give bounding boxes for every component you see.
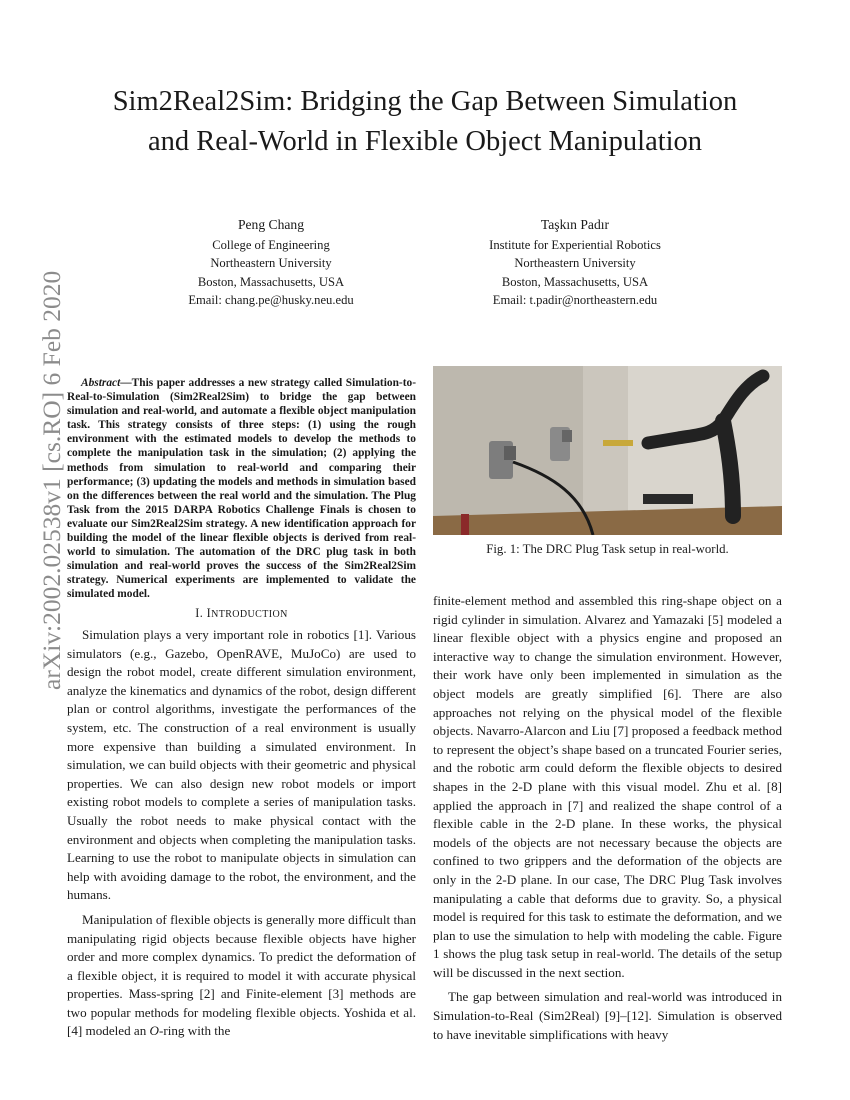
paper-title: Sim2Real2Sim: Bridging the Gap Between Simulation and Real-World in Flexible Object Manipulation: [112, 86, 738, 157]
intro-paragraph-2: [67, 911, 416, 1041]
camera-mount: [643, 494, 693, 504]
robot-photo-illustration: [433, 366, 782, 535]
gripper: [603, 440, 633, 446]
author-block-1: [141, 216, 401, 309]
author-name: Peng Chang: [237, 217, 305, 232]
section-heading: I. INTRODUCTION: [195, 606, 288, 620]
author-name: Taşkın Padır: [540, 217, 610, 232]
intro-paragraph-2-end: -ring with the: [159, 1023, 231, 1039]
figure-caption: Fig. 1: The DRC Plug Task setup in real-world.: [486, 542, 729, 556]
abstract-text: —This paper addresses a new strategy called Simulation-to-Real-to-Simulation (Sim2Real2Sim) to bridge the gap between simulation and real-world, and automate a flexible object manipulation task. This strategy consists of three steps: (1) using the rough environment with the estimated models to develop the methods to complete the manipulation task in the simulation; (2) applying the methods from simulation to real-world and comparing their performance; (3) updating the models and methods in simulation based on the differences between the real world and the simulation. The Plug Task from the 2015 DARPA Robotics Challenge Finals is chosen to evaluate our Sim2Real2Sim strategy. A new identification approach for building the model of the linear flexible objects is derived from real-world to simulation. The automation of the DRC plug task in both simulation and real-world proves the success of the Sim2Real2Sim strategy. Numerical experiments are implemented to validate the simulated model.: [67, 377, 416, 601]
author-university: Northeastern University: [514, 256, 636, 271]
right-paragraph-1: finite-element method and assembled this ring-shape object on a rigid cylinder in simulation. Alvarez and Yamazaki [5] modeled a linear flexible object with a physics engine and proposed an interactive way to change the simulation environment. However, their work have only been implemented in simulation as the object models are greatly simplified [6]. There are also approaches not relying on the physical model of the flexible objects. Navarro-Alarcon and Liu [7] proposed a feedback method to represent the object’s shape based on a truncated Fourier series, and the robotic arm could deform the flexible objects to desired shapes in the 2-D plane with this visual model. Zhu et al. [8] applied the approach in [7] and realized the shape control of a flexible cable in the 2-D plane. In these works, the physical models of the objects are not necessary because the objects are confined to two grippers and the deformation of the objects are only in the 2-D plane. In our case, The DRC Plug Task involves manipulating a cable that deforms due to gravity. So, a physical model is required for this task to estimate the deformation, and we plan to use the simulation to help with modeling the cable. Figure 1 shows the plug task setup in real-world. The details of the setup will be discussed in the next section.: [433, 593, 782, 980]
plug-socket-2: [562, 430, 572, 442]
figure-drc-plug-task: [433, 366, 782, 535]
author-university: Northeastern University: [210, 256, 332, 271]
abstract: [67, 376, 416, 602]
author-email: Email: t.padir@northeastern.edu: [492, 292, 658, 307]
author-block-2: [445, 216, 705, 309]
plug-socket-1: [504, 446, 516, 460]
arxiv-watermark: arXiv:2002.02538v1 [cs.RO] 6 Feb 2020: [37, 270, 66, 690]
right-paragraph-2: The gap between simulation and real-world was introduced in Simulation-to-Real (Sim2Real) [9]–[12]. Simulation is observed to have inevitable simplifications with heavy: [433, 989, 782, 1042]
author-dept: College of Engineering: [212, 238, 330, 253]
author-location: Boston, Massachusetts, USA: [501, 274, 649, 289]
red-post: [461, 514, 469, 535]
author-location: Boston, Massachusetts, USA: [197, 274, 345, 289]
abstract-label: Abstract: [81, 377, 121, 389]
intro-paragraph-1: Simulation plays a very important role in robotics [1]. Various simulators (e.g., Gazebo, OpenRAVE, MuJoCo) are used to design the robot model, create different simulation environment, analyze the kinematics and dynamics of the robot, design different plan or control algorithms, investigate the performances of the system, etc. The construction of a real environment is usually more expensive than building a simulated environment. In simulation, we can build objects with their geometric and physical properties. We can also design new robot models or import existing robot models to complete a series of manipulation tasks. Usually the robot needs to make physical contact with the environment and objects when completing the manipulation tasks. Learning to use the robot to manipulate objects in simulation can help with avoiding damage to the robot, the environment, and the humans.: [67, 627, 416, 903]
math-symbol: O: [149, 1023, 160, 1039]
right-column: [433, 592, 782, 1044]
intro-paragraph-2-start: Manipulation of flexible objects is generally more difficult than manipulating rigid objects because flexible objects have higher order and more complex dynamics. To predict the deformation of a flexible object, it is required to model it with accurate physical properties. Mass-spring [2] and Finite-element [3] methods are two popular methods for modeling flexible objects. Yoshida et al. [4] modeled an: [67, 911, 416, 1039]
wall-corner: [583, 366, 628, 535]
left-column: [67, 626, 416, 1041]
author-email: Email: chang.pe@husky.neu.edu: [188, 292, 354, 307]
author-dept: Institute for Experiential Robotics: [489, 238, 661, 253]
